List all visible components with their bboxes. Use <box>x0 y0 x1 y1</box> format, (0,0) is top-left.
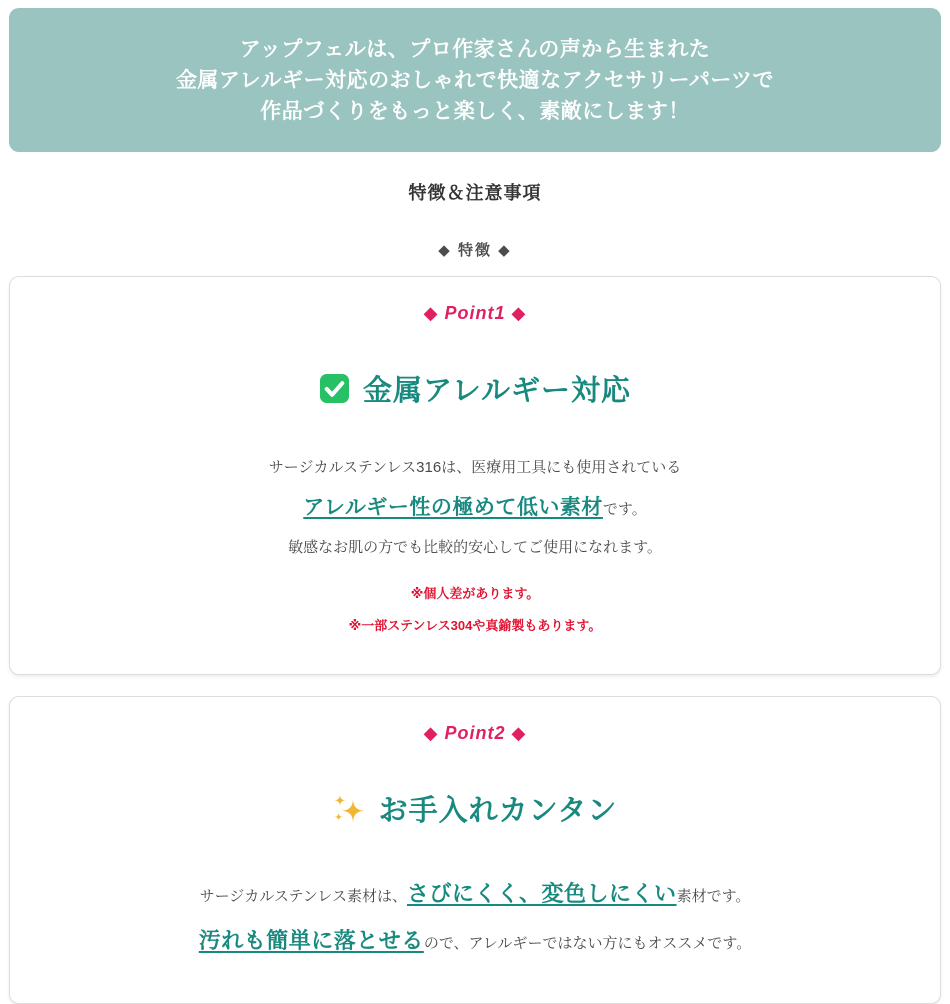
section-title: 特徴＆注意事項 <box>408 183 542 203</box>
point1-note-1: ※個人差があります。 <box>410 586 540 601</box>
point1-body-line2: 敏感なお肌の方でも比較的安心してご使用になれます。 <box>288 539 662 556</box>
section-subtitle: ◆ 特徴 ◆ <box>438 242 512 259</box>
check-square-icon <box>319 373 350 404</box>
point1-highlight-line <box>30 491 920 521</box>
point2-line2-highlight: 汚れも簡単に落とせる <box>198 928 424 953</box>
point2-line1-suffix: 素材です。 <box>676 888 751 905</box>
point1-note-2: ※一部ステンレス304や真鍮製もあります。 <box>348 618 602 633</box>
banner-line-1: アップフェルは、プロ作家さんの声から生まれた <box>239 38 711 61</box>
point1-title-row <box>30 368 920 409</box>
banner-line-2: 金属アレルギー対応のおしゃれで快適なアクセサリーパーツで <box>175 69 775 92</box>
point1-highlight-suffix: です。 <box>602 501 647 518</box>
banner-line-3: 作品づくりをもっと楽しく、素敵にします！ <box>260 100 690 123</box>
point1-title: 金属アレルギー対応 <box>362 375 632 407</box>
point2-line1-prefix: サージカルステンレス素材は、 <box>199 888 407 905</box>
point2-line2-suffix: ので、アレルギーではない方にもオススメです。 <box>423 935 752 952</box>
point2-title-row <box>30 788 920 829</box>
point2-line1-highlight: さびにくく、変色しにくい <box>407 881 677 906</box>
intro-banner <box>9 8 941 152</box>
point2-title: お手入れカンタン <box>378 795 618 827</box>
point2-line2 <box>30 924 920 955</box>
point2-label: ◆ Point2 ◆ <box>423 723 527 743</box>
point1-highlight-text: アレルギー性の極めて低い素材 <box>303 496 603 519</box>
point2-line1 <box>30 877 920 908</box>
point1-body-line1: サージカルステンレス316は、医療用工具にも使用されている <box>268 459 682 476</box>
sparkles-icon <box>333 793 366 825</box>
point1-label: ◆ Point1 ◆ <box>423 303 527 323</box>
point1-card <box>9 276 941 675</box>
point2-card <box>9 696 941 1004</box>
